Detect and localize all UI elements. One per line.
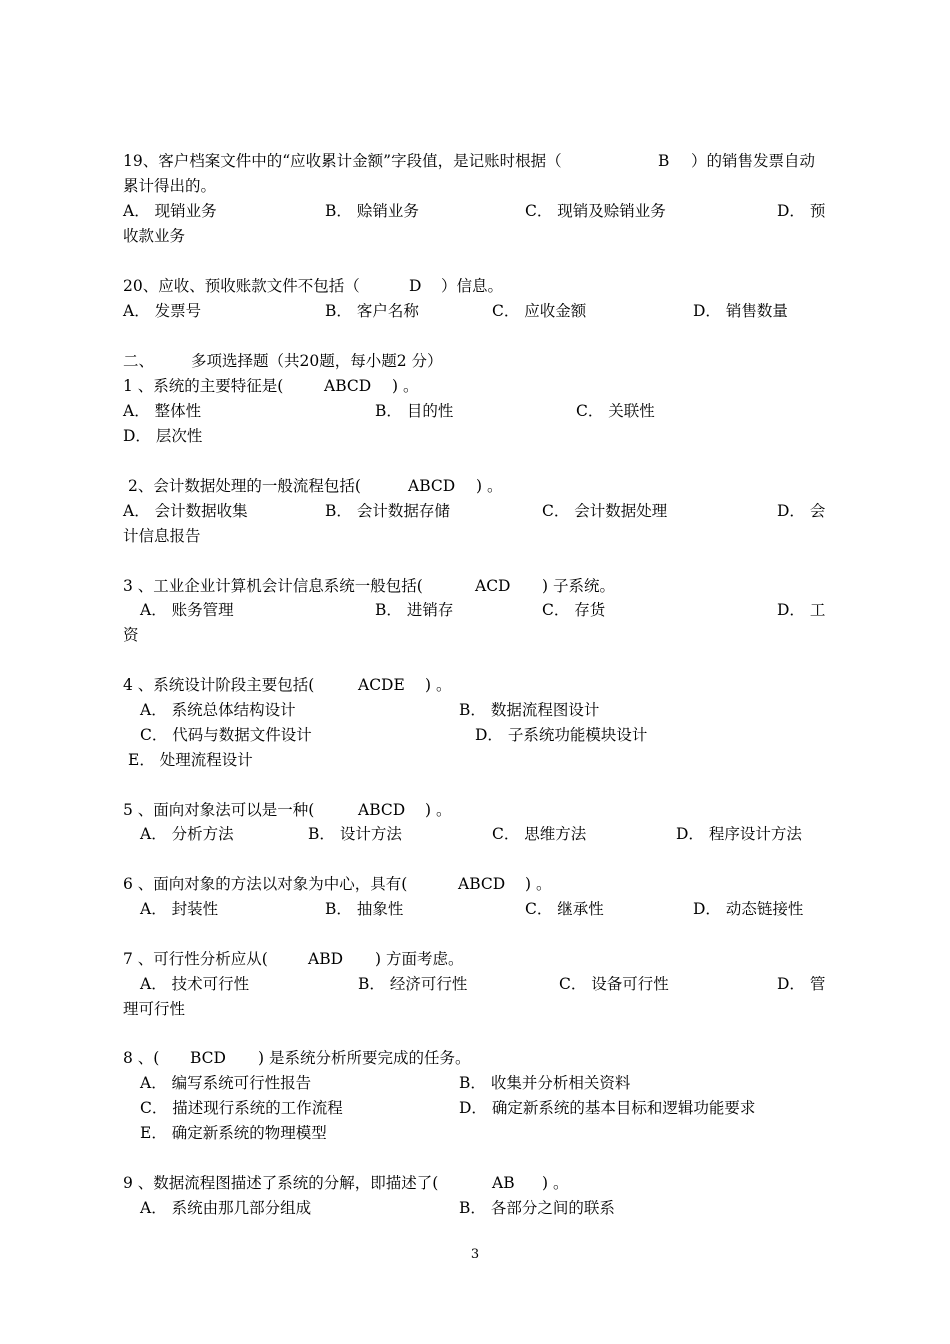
mc1-option-a: A． 整体性: [123, 402, 202, 420]
mc2-stem-part1: 2、会计数据处理的一般流程包括(: [128, 477, 361, 495]
mc6-option-c: C． 继承性: [525, 900, 604, 918]
q19-option-b: B． 赊销业务: [325, 202, 419, 220]
mc7-option-a: A． 技术可行性: [140, 975, 250, 993]
q20-stem-part1: 20、应收、预收账款文件不包括（: [123, 277, 360, 295]
mc3-stem-part1: 3 、工业企业计算机会计信息系统一般包括(: [123, 577, 423, 595]
q19-stem-line2: 累计得出的。: [123, 177, 217, 195]
section-2-title: 多项选择题（共20题，每小题2 分）: [191, 352, 443, 370]
mc9-option-b: B． 各部分之间的联系: [459, 1199, 615, 1217]
mc9-answer: AB: [492, 1174, 515, 1192]
mc5-option-b: B． 设计方法: [308, 825, 402, 843]
mc7-stem-part1: 7 、可行性分析应从(: [123, 950, 268, 968]
mc2-option-d: D． 会: [777, 502, 826, 520]
mc5-option-a: A． 分析方法: [140, 825, 234, 843]
mc2-stem-part2: ) 。: [476, 477, 503, 495]
mc3-answer: ACD: [475, 577, 511, 595]
mc5-stem-part2: ) 。: [425, 801, 452, 819]
mc2-option-b: B． 会计数据存储: [325, 502, 450, 520]
mc3-stem-part2: ) 子系统。: [542, 577, 615, 595]
mc7-option-d: D． 管: [777, 975, 826, 993]
mc4-option-c: C． 代码与数据文件设计: [140, 726, 312, 744]
mc8-option-a: A． 编写系统可行性报告: [140, 1074, 312, 1092]
mc1-stem-part2: ) 。: [392, 377, 419, 395]
mc1-option-b: B． 目的性: [375, 402, 454, 420]
q19-option-d-cont: 收款业务: [123, 227, 186, 245]
page-number: 3: [470, 1247, 480, 1262]
mc3-option-d-cont: 资: [123, 626, 139, 644]
mc8-answer: BCD: [190, 1049, 226, 1067]
mc6-stem-part2: ) 。: [525, 875, 552, 893]
q19-option-c: C． 现销及赊销业务: [525, 202, 666, 220]
mc1-option-d: D． 层次性: [123, 427, 203, 445]
mc9-option-a: A． 系统由那几部分组成: [140, 1199, 312, 1217]
mc6-option-a: A． 封装性: [140, 900, 219, 918]
mc5-option-c: C． 思维方法: [492, 825, 587, 843]
mc8-stem-part1: 8 、(: [123, 1049, 160, 1067]
mc6-option-b: B． 抽象性: [325, 900, 404, 918]
mc9-stem-part2: ) 。: [542, 1174, 569, 1192]
mc6-stem-part1: 6 、面向对象的方法以对象为中心，具有(: [123, 875, 408, 893]
mc3-option-c: C． 存货: [542, 601, 606, 619]
section-2-number: 二、: [123, 352, 155, 370]
q20-option-c: C． 应收金额: [492, 302, 587, 320]
mc4-stem-part1: 4 、系统设计阶段主要包括(: [123, 676, 315, 694]
mc9-stem-part1: 9 、数据流程图描述了系统的分解，即描述了(: [123, 1174, 439, 1192]
mc8-option-b: B． 收集并分析相关资料: [459, 1074, 631, 1092]
mc5-stem-part1: 5 、面向对象法可以是一种(: [123, 801, 315, 819]
mc4-option-e: E． 处理流程设计: [128, 751, 253, 769]
mc8-option-d: D． 确定新系统的基本目标和逻辑功能要求: [459, 1099, 756, 1117]
mc5-option-d: D． 程序设计方法: [676, 825, 802, 843]
mc3-option-d: D． 工: [777, 601, 826, 619]
mc7-option-d-cont: 理可行性: [123, 1000, 186, 1018]
mc4-stem-part2: ) 。: [425, 676, 452, 694]
q20-stem-part2: ）信息。: [441, 277, 504, 295]
q20-option-b: B． 客户名称: [325, 302, 419, 320]
mc3-option-a: A． 账务管理: [140, 601, 234, 619]
mc1-option-c: C． 关联性: [576, 402, 655, 420]
mc4-option-a: A． 系统总体结构设计: [140, 701, 296, 719]
q19-option-a: A． 现销业务: [123, 202, 217, 220]
mc8-option-e: E． 确定新系统的物理模型: [140, 1124, 327, 1142]
q19-stem-part1: 19、客户档案文件中的“应收累计金额”字段值，是记账时根据（: [123, 152, 562, 170]
mc1-answer: ABCD: [324, 377, 372, 395]
mc1-stem-part1: 1 、系统的主要特征是(: [123, 377, 284, 395]
mc4-option-b: B． 数据流程图设计: [459, 701, 600, 719]
mc4-answer: ACDE: [358, 676, 405, 694]
mc8-stem-part2: ) 是系统分析所要完成的任务。: [258, 1049, 471, 1067]
mc7-stem-part2: ) 方面考虑。: [375, 950, 464, 968]
q20-option-d: D． 销售数量: [693, 302, 788, 320]
mc5-answer: ABCD: [358, 801, 406, 819]
mc2-option-c: C． 会计数据处理: [542, 502, 668, 520]
mc3-option-b: B． 进销存: [375, 601, 454, 619]
mc7-option-b: B． 经济可行性: [358, 975, 468, 993]
q20-answer: D: [409, 277, 422, 295]
mc7-option-c: C． 设备可行性: [559, 975, 669, 993]
mc4-option-d: D． 子系统功能模块设计: [475, 726, 648, 744]
mc7-answer: ABD: [308, 950, 344, 968]
q19-option-d: D． 预: [777, 202, 826, 220]
mc2-option-d-cont: 计信息报告: [123, 527, 201, 545]
mc6-option-d: D． 动态链接性: [693, 900, 804, 918]
mc2-option-a: A． 会计数据收集: [123, 502, 248, 520]
q20-option-a: A． 发票号: [123, 302, 202, 320]
q19-answer: B: [658, 152, 670, 170]
mc6-answer: ABCD: [458, 875, 506, 893]
mc2-answer: ABCD: [408, 477, 456, 495]
q19-stem-part2: ）的销售发票自动: [691, 152, 816, 170]
mc8-option-c: C． 描述现行系统的工作流程: [140, 1099, 343, 1117]
